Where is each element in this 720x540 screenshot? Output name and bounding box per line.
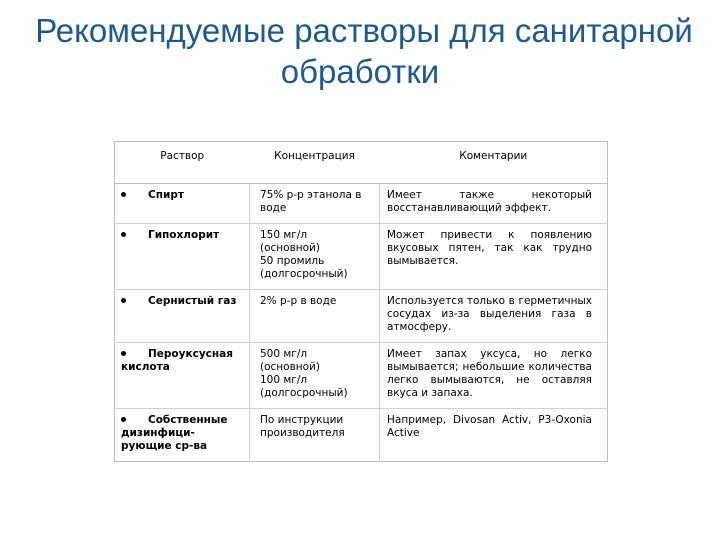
bullet-icon: [121, 298, 126, 303]
solution-cell: [115, 290, 250, 343]
concentration-cell: 75% р-р этанола в воде: [250, 184, 380, 224]
slide-title: [0, 10, 720, 92]
concentration-cell: 2% р-р в воде: [250, 290, 380, 343]
disinfectant-table: [114, 141, 608, 462]
header-solution: Раствор: [115, 142, 250, 184]
solution-name: Спирт: [148, 189, 184, 201]
slide-title-line-2: обработки: [280, 53, 440, 90]
solution-name: Сернистый газ: [148, 295, 237, 307]
solution-name: Пероуксусная кислота: [121, 348, 233, 373]
comment-cell: Используется только в герметичных сосудах из-за выделения газа в атмосферу.: [380, 290, 608, 343]
bullet-icon: [121, 232, 126, 237]
comment-cell: Имеет запах уксуса, но легко вымывается; небольшие количества легко вымываются, не оставляя вкуса и запаха.: [380, 343, 608, 409]
header-concentration: Концентрация: [250, 142, 380, 184]
comment-cell: Имеет также некоторый восстанавливающий эффект.: [380, 184, 608, 224]
solution-cell: [115, 184, 250, 224]
table-row: [115, 343, 608, 409]
comment-cell: Может привести к появлению вкусовых пятен, так как трудно вымывается.: [380, 224, 608, 290]
table-row: [115, 409, 608, 462]
solution-cell: [115, 343, 250, 409]
header-comments: Коментарии: [380, 142, 608, 184]
table-row: [115, 184, 608, 224]
table-row: [115, 224, 608, 290]
comment-cell: Например, Divosan Activ, P3-Oxonia Active: [380, 409, 608, 462]
concentration-cell: 150 мг/л (основной) 50 промиль (долгосрочный): [250, 224, 380, 290]
bullet-icon: [121, 192, 126, 197]
concentration-cell: По инструкции производителя: [250, 409, 380, 462]
solution-name: Гипохлорит: [148, 229, 220, 241]
concentration-cell: 500 мг/л (основной) 100 мг/л (долгосрочный): [250, 343, 380, 409]
solution-cell: [115, 409, 250, 462]
table-header-row: [115, 142, 608, 184]
bullet-icon: [121, 351, 126, 356]
solution-name: Собственные дизинфици-рующие ср-ва: [121, 414, 228, 452]
solution-cell: [115, 224, 250, 290]
bullet-icon: [121, 417, 126, 422]
slide-title-line-1: Рекомендуемые растворы для санитарной: [35, 12, 693, 49]
table-row: [115, 290, 608, 343]
